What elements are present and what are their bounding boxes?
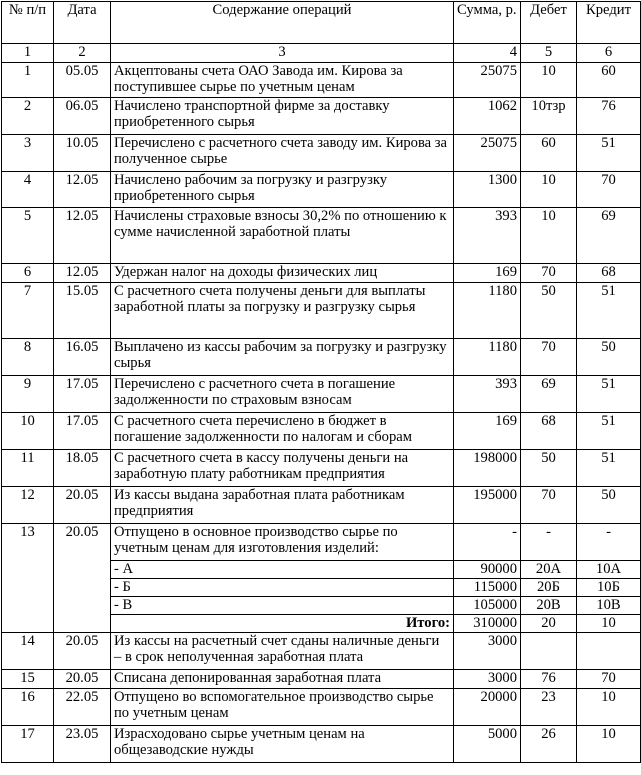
table-row [2,172,641,208]
table-row [2,208,641,264]
row-text: Списана депонированная заработная плата [111,670,454,689]
sub-row-text: - А [111,561,454,579]
row-debit: 68 [521,413,577,450]
sub-row-sum: 105000 [454,597,521,615]
table-row [2,450,641,487]
row-sum: 20000 [454,689,521,726]
row-text: С расчетного счета получены деньги для выплаты заработной платы за погрузку и разгрузку сырья [111,283,454,339]
total-sum: 310000 [454,615,521,633]
row-sum: 195000 [454,487,521,524]
row-credit: 70 [577,172,641,208]
table-row [2,339,641,376]
row-sum: 3000 [454,670,521,689]
row-text: Отпущено во вспомогательное производство сырье по учетным ценам [111,689,454,726]
row-credit: 70 [577,670,641,689]
table-row [2,524,641,561]
row-debit: 70 [521,264,577,283]
row-debit: 70 [521,339,577,376]
row-credit: 60 [577,63,641,98]
row-text: Перечислено с расчетного счета в погашение задолженности по страховым взносам [111,376,454,413]
row-credit [577,633,641,670]
row-text: Начислено транспортной фирме за доставку приобретенного сырья [111,98,454,135]
row-debit: 76 [521,670,577,689]
row-sum: 1300 [454,172,521,208]
sub-row-credit: 10В [577,597,641,615]
row-credit: 51 [577,376,641,413]
header-date: Дата [54,2,111,44]
row-date: 10.05 [54,135,111,172]
row-text: Удержан налог на доходы физических лиц [111,264,454,283]
row-number: 8 [2,339,54,376]
total-debit: 20 [521,615,577,633]
row-date: 20.05 [54,524,111,633]
header-content: Содержание операций [111,2,454,44]
row-sum: 393 [454,376,521,413]
row-sum: 198000 [454,450,521,487]
row-debit: 10 [521,172,577,208]
row-date: 12.05 [54,208,111,264]
row-date: 17.05 [54,376,111,413]
row-number: 1 [2,63,54,98]
col-number: 4 [454,44,521,63]
row-sum: 1180 [454,339,521,376]
row-text: Израсходовано сырье учетным ценам на общезаводские нужды [111,726,454,763]
row-text: Начислено рабочим за погрузку и разгрузку приобретенного сырья [111,172,454,208]
row-number: 13 [2,524,54,633]
row-date: 20.05 [54,633,111,670]
row-sum: 1180 [454,283,521,339]
row-text: Из кассы выдана заработная плата работникам предприятия [111,487,454,524]
row-number: 15 [2,670,54,689]
row-number: 4 [2,172,54,208]
row-credit: 51 [577,283,641,339]
table-row [2,63,641,98]
sub-row-text: - В [111,597,454,615]
row-text: Выплачено из кассы рабочим за погрузку и разгрузку сырья [111,339,454,376]
row-debit: 10тзр [521,98,577,135]
col-number: 5 [521,44,577,63]
table-row [2,726,641,763]
sub-row-credit: 10Б [577,579,641,597]
row-date: 17.05 [54,413,111,450]
row-text: Перечислено с расчетного счета заводу им. Кирова за полученное сырье [111,135,454,172]
sub-row-debit: 20В [521,597,577,615]
row-sum: 393 [454,208,521,264]
row-date: 06.05 [54,98,111,135]
row-text: Начислены страховые взносы 30,2% по отношению к сумме начисленной заработной платы [111,208,454,264]
row-date: 23.05 [54,726,111,763]
row-debit: 69 [521,376,577,413]
row-date: 12.05 [54,172,111,208]
row-sum: 169 [454,264,521,283]
row-credit: 10 [577,689,641,726]
row-credit: - [577,524,641,561]
row-credit: 69 [577,208,641,264]
table-row [2,689,641,726]
row-debit: 10 [521,63,577,98]
row-date: 12.05 [54,264,111,283]
table-row [2,413,641,450]
row-debit: 60 [521,135,577,172]
row-credit: 10 [577,726,641,763]
total-credit: 10 [577,615,641,633]
header-debit: Дебет [521,2,577,44]
row-text: С расчетного счета перечислено в бюджет в погашение задолженности по налогам и сборам [111,413,454,450]
row-sum: 25075 [454,135,521,172]
table-row [2,135,641,172]
row-number: 14 [2,633,54,670]
row-debit: 50 [521,450,577,487]
row-date: 20.05 [54,670,111,689]
row-number: 3 [2,135,54,172]
row-sum: 25075 [454,63,521,98]
total-label: Итого: [111,615,454,633]
row-number: 7 [2,283,54,339]
row-credit: 50 [577,487,641,524]
row-sum: 169 [454,413,521,450]
row-text: Акцептованы счета ОАО Завода им. Кирова за поступившее сырье по учетным ценам [111,63,454,98]
col-number: 1 [2,44,54,63]
table-row [2,98,641,135]
column-number-row [2,44,641,63]
row-debit: 26 [521,726,577,763]
row-date: 20.05 [54,487,111,524]
header-row [2,2,641,44]
row-number: 5 [2,208,54,264]
row-date: 18.05 [54,450,111,487]
row-sum: 1062 [454,98,521,135]
row-text: Отпущено в основное производство сырье по учетным ценам для изготовления изделий: [111,524,454,561]
col-number: 6 [577,44,641,63]
row-number: 10 [2,413,54,450]
row-number: 17 [2,726,54,763]
row-sum: 3000 [454,633,521,670]
col-number: 2 [54,44,111,63]
row-credit: 68 [577,264,641,283]
row-sum: 5000 [454,726,521,763]
row-credit: 51 [577,450,641,487]
row-sum: - [454,524,521,561]
row-number: 11 [2,450,54,487]
row-date: 15.05 [54,283,111,339]
row-number: 2 [2,98,54,135]
row-text: С расчетного счета в кассу получены деньги на заработную плату работникам предприятия [111,450,454,487]
col-number: 3 [111,44,454,63]
row-debit: 50 [521,283,577,339]
sub-row-debit: 20Б [521,579,577,597]
sub-row-credit: 10А [577,561,641,579]
row-text: Из кассы на расчетный счет сданы наличные деньги – в срок неполученная заработная плата [111,633,454,670]
row-credit: 50 [577,339,641,376]
row-debit: 23 [521,689,577,726]
sub-row-sum: 90000 [454,561,521,579]
sub-row-debit: 20А [521,561,577,579]
row-debit: - [521,524,577,561]
table-row [2,670,641,689]
header-num: № п/п [2,2,54,44]
row-debit: 10 [521,208,577,264]
table-row [2,264,641,283]
row-debit [521,633,577,670]
sub-row-text: - Б [111,579,454,597]
row-date: 22.05 [54,689,111,726]
row-credit: 51 [577,135,641,172]
table-row [2,376,641,413]
header-sum: Сумма, р. [454,2,521,44]
row-number: 9 [2,376,54,413]
row-date: 16.05 [54,339,111,376]
row-date: 05.05 [54,63,111,98]
row-debit: 70 [521,487,577,524]
operations-table [1,1,641,763]
sub-row-sum: 115000 [454,579,521,597]
row-credit: 76 [577,98,641,135]
row-number: 12 [2,487,54,524]
header-credit: Кредит [577,2,641,44]
row-credit: 51 [577,413,641,450]
table-row [2,283,641,339]
row-number: 6 [2,264,54,283]
row-number: 16 [2,689,54,726]
table-row [2,487,641,524]
table-row [2,633,641,670]
